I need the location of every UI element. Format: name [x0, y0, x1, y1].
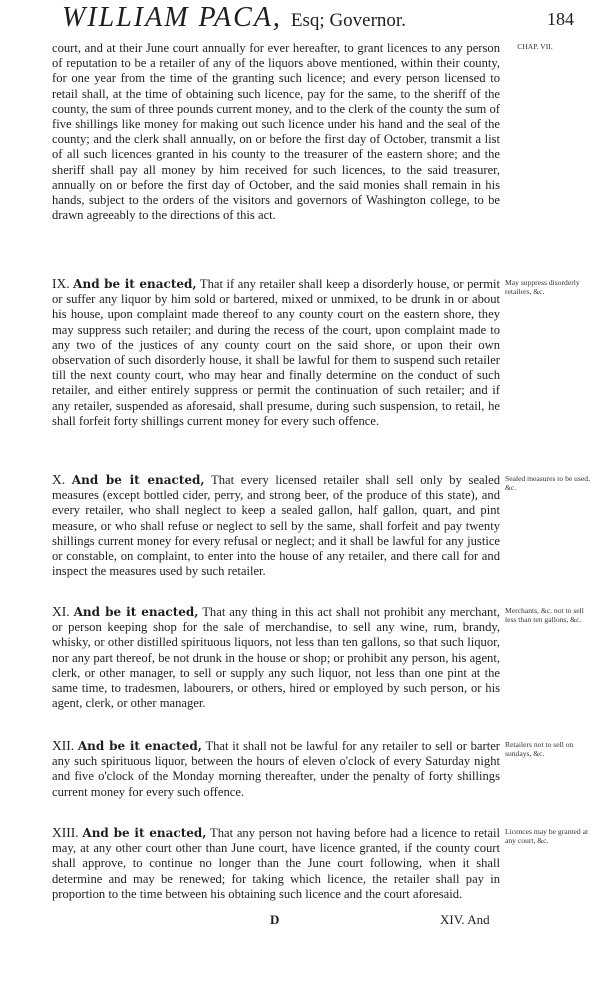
section-ix: [52, 276, 500, 429]
page-footer: [0, 912, 600, 932]
enacting-clause: And be it enacted,: [73, 277, 197, 291]
running-title: [62, 2, 406, 34]
section-xiii: [52, 825, 500, 902]
margin-note-section-ix: May suppress disorderly retailers, &c.: [505, 278, 580, 296]
section-x: [52, 472, 500, 579]
running-title-name: WILLIAM PACA,: [62, 2, 282, 33]
catchword: XIV. And: [440, 912, 490, 927]
section-number: X.: [52, 472, 66, 487]
section-number: XI.: [52, 604, 70, 619]
section-text: That every licensed retailer shall sell only by sealed measures (except bottled cider, perry, and strong beer, of the produce of this state), and every retailer, who shall neglect to keep a sealed gallon, half gallon, quart, and pint measure, or who shall refuse or neglect to sell by the same, shall forfeit and pay twenty shillings current money for every refusal or neglect; and it shall be lawful for any justice or constable, on complaint, to enter into the house of any retailer, and there call for and inspect the measures used by such retailer.: [52, 473, 501, 579]
enacting-clause: And be it enacted,: [71, 473, 205, 487]
paragraph-continuation-text: court, and at their June court annually for ever hereafter, to grant licences to any person of reputation to be a retailer of any of the liquors above mentioned, within their county, for one year from the time of the granting such licence; and every person licensed to retail shall, at the time of obtaining such licence, pay for the same, to the sheriff of the county, the sum of three pounds current money, and to the clerk of the county the sum of five shillings like money for making out such licence under his hand and the seal of the county; and the clerk shall annually, on or before the first day of October, transmit a list of all such licences granted in his county to the treasurer of the eastern shore; and the sheriff shall pay all money by him received for such licences, to the said treasurer, annually on or before the first day of October, and the said monies shall remain in his hands, subject to the orders of the visitors and governors of Washington college, to be drawn agreeably to the directions of this act.: [52, 41, 500, 223]
section-text: That any person not having before had a licence to retail may, at any other court other than June court, have licence granted, if the county court shall approve, to continue no longer than the June court following, when it shall determine and may be renewed; for taking which licence, the retailer shall pay in proportion to the time between his obtaining such licence and the court aforesaid.: [52, 826, 501, 901]
section-xi: [52, 604, 500, 711]
paragraph-continuation: [52, 41, 500, 223]
section-number: XIII.: [52, 825, 79, 840]
enacting-clause: And be it enacted,: [73, 605, 199, 619]
margin-note-section-xii: Retailers not to sell on sundays, &c.: [505, 740, 574, 758]
section-number: IX.: [52, 276, 70, 291]
page-number: 184: [547, 9, 574, 29]
enacting-clause: And be it enacted,: [82, 826, 207, 840]
running-title-office: Esq; Governor.: [290, 10, 406, 31]
signature-mark: D: [270, 912, 280, 927]
margin-note-chapter: CHAP. VII.: [517, 42, 553, 51]
section-xii: [52, 738, 500, 800]
section-text: That it shall not be lawful for any retailer to sell or barter any such spirituous liquor, between the hours of eleven o'clock of every Saturday night and five o'clock of the Monday morning thereafter, under the penalty of forty shillings current money for every such offence.: [52, 739, 500, 799]
enacting-clause: And be it enacted,: [77, 739, 202, 753]
running-header: [0, 1, 600, 35]
margin-note-section-x: Sealed measures to be used, &c.: [505, 474, 590, 492]
margin-note-section-xi: Merchants, &c. not to sell less than ten gallons, &c.: [505, 606, 584, 624]
section-text: That any thing in this act shall not prohibit any merchant, or person keeping shop for the sale of merchandise, to sell any wine, rum, brandy, whisky, or other distilled spirituous liquors, not less than ten gallons, so that such liquor, nor any part thereof, be not drunk in the house or shop; or prohibit any person, his agent, clerk, or other manager, to sell or supply any such liquor, not less than one pint at the same time, to tradesmen, labourers, or others, hired or employed by such person, or his agent, clerk, or other manager.: [52, 605, 500, 711]
section-text: That if any retailer shall keep a disorderly house, or permit or suffer any liquor by him sold or bartered, mixed or unmixed, to be drunk in or about his house, upon complaint made thereof to any county court on the eastern shore, they may suppress such retailer; and during the recess of the court, upon complaint made to any two of the justices of any county court on the said shore, or upon their own observation of such disorderly house, it shall be lawful for them to suspend such retailer till the next county court, who may hear and finally determine on the conduct of such retailer, and either entirely suppress or permit the continuation of such retailer; and if any retailer, suspended as aforesaid, shall presume, during such suspension, to retail, he shall forfeit forty shillings current money for every such offence.: [52, 277, 500, 428]
margin-note-section-xiii: Licences may be granted at any court, &c.: [505, 827, 589, 845]
section-number: XII.: [52, 738, 75, 753]
